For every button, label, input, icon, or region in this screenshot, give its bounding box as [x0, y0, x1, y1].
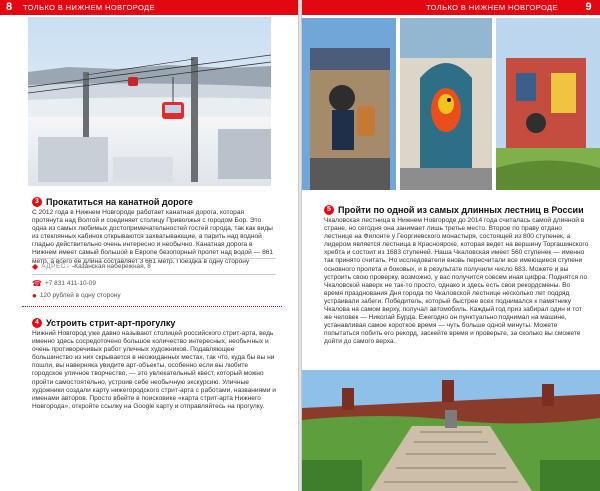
section-title-text: Устроить стрит-арт-прогулку	[46, 318, 176, 328]
section-cable-car-text: С 2012 года в Нижнем Новгороде работает канатная дорога, которая протянута над Волгой и соединяет столицу Приволжья с городом Бор. Это одна из самых любимых достопримечательностей гостей города, так как виды из стеклянных кабинок открываются захватывающие, а парить над водной гладью действительно очень интересно и необычно. Канатная дорога в Нижнем имеет самый большой в Европе безопорный пролет над водой — 861 метр, а всего ее длина составляет 3 661 метр. Поездка в одну сторону	[32, 209, 274, 265]
street-art-photo-2	[400, 18, 492, 190]
section-title-text: Прокатиться на канатной дороге	[46, 197, 193, 207]
section-number-badge: 4	[32, 318, 42, 328]
building-mural-illustration	[496, 18, 600, 190]
bird-mural-illustration	[400, 18, 492, 190]
section-street-art-title	[32, 318, 282, 328]
page-number: 8	[6, 1, 13, 13]
section-street-art-text: Нижний Новгород уже давно называют столицей российского стрит-арта, ведь именно здесь сосредоточено большое количество интересных, необычных и очень противоречивых работ уличных художников. Подавляющее большинство из них скрывается в неожиданных местах, так что, куда бы вы ни пошли, вы наверняка увидите арт-объекты, особенно если вы любите городское уличное творчество, — это увлекательный квест, который можно пройти самостоятельно, устроив себе необычную экскурсию. Уличные художники создали карту нижегородского стрит-арта с работами, названиями и именами авторов. Просто вбейте в поисковике «карта стрит-арта Нижнего Новгорода», откройте ссылку на Google карту и отправляйтесь на прогулку.	[32, 330, 276, 410]
running-header	[302, 0, 600, 15]
street-art-photo-1	[302, 18, 396, 190]
section-title-text: Пройти по одной из самых длинных лестниц в России	[338, 205, 584, 215]
chkalov-stairs-illustration	[302, 370, 600, 491]
map-pin-icon: ◆	[32, 262, 39, 271]
page-number: 9	[585, 1, 592, 13]
phone-value[interactable]: +7 831 411-10-09	[44, 280, 96, 287]
cable-car-illustration	[28, 17, 271, 186]
section-cable-car-title	[32, 197, 282, 207]
price-value: 120 рублей в одну сторону	[39, 292, 121, 299]
cable-car-photo	[28, 17, 271, 186]
info-separator	[32, 274, 276, 275]
running-header	[0, 0, 298, 15]
section-number-badge: 3	[32, 197, 42, 207]
address-value: Казанская набережная, 8	[74, 263, 151, 270]
running-header-title: ТОЛЬКО В НИЖНЕМ НОВГОРОДЕ	[23, 3, 155, 12]
street-art-mural-illustration	[302, 18, 396, 190]
chkalov-stairs-photo	[302, 370, 600, 491]
section-number-badge: 5	[324, 205, 334, 215]
phone-line	[32, 279, 96, 288]
section-stairs-text: Чкаловская лестница в Нижнем Новгороде до 2014 года считалась самой длинной в стране, но сегодня она занимает лишь третье место. Второе по праву отдано лестнице на Филонте у Георгиевского монастыря, состоящей из 800 ступенек, а лидером является лестница в Красноярске, которая ведет на вершину Торгашинского хребта и состоит из 1683 ступеней. Наша Чкаловская имеет 560 ступенек — именно так принято считать. Но исследователи вновь пересчитали все имеющиеся ступени основного пролета и боковых, и в результате получили число 683. Можете и вы устроить свою проверку, возможно, у вас получится совсем иная цифра. Поднятся по Чкаловской наверх не так-то просто, однако и здесь есть свои рекордсмены. Во время празднования Дня города по Чкаловской лестнице несколько лет подряд устраивали забеги. Победитель, который быстрее всех поднимался к памятнику Чкалова на самом верху, получал автомобиль. Каждый год приз забирал один и тот же человек — Николай Бурда. Ежегодно он пунктуально поднимал на машине, устанавливая самое короткое время — чуть больше одной минуты. Можете попытаться побить его рекорд, заскейте время и проверьте, за сколько вы сможете дойти до самого верха.	[324, 217, 589, 346]
address-label: АДРЕС:	[41, 263, 69, 270]
right-page	[302, 0, 600, 491]
phone-icon: ☎	[32, 279, 42, 288]
street-art-photo-3	[496, 18, 600, 190]
running-header-title: ТОЛЬКО В НИЖНЕМ НОВГОРОДЕ	[426, 3, 558, 12]
section-stairs-title	[324, 205, 590, 215]
left-page	[0, 0, 298, 491]
info-separator	[32, 258, 276, 259]
section-divider	[22, 306, 282, 307]
price-line	[32, 291, 121, 300]
coin-icon: ●	[32, 291, 37, 300]
address-line	[32, 262, 151, 271]
